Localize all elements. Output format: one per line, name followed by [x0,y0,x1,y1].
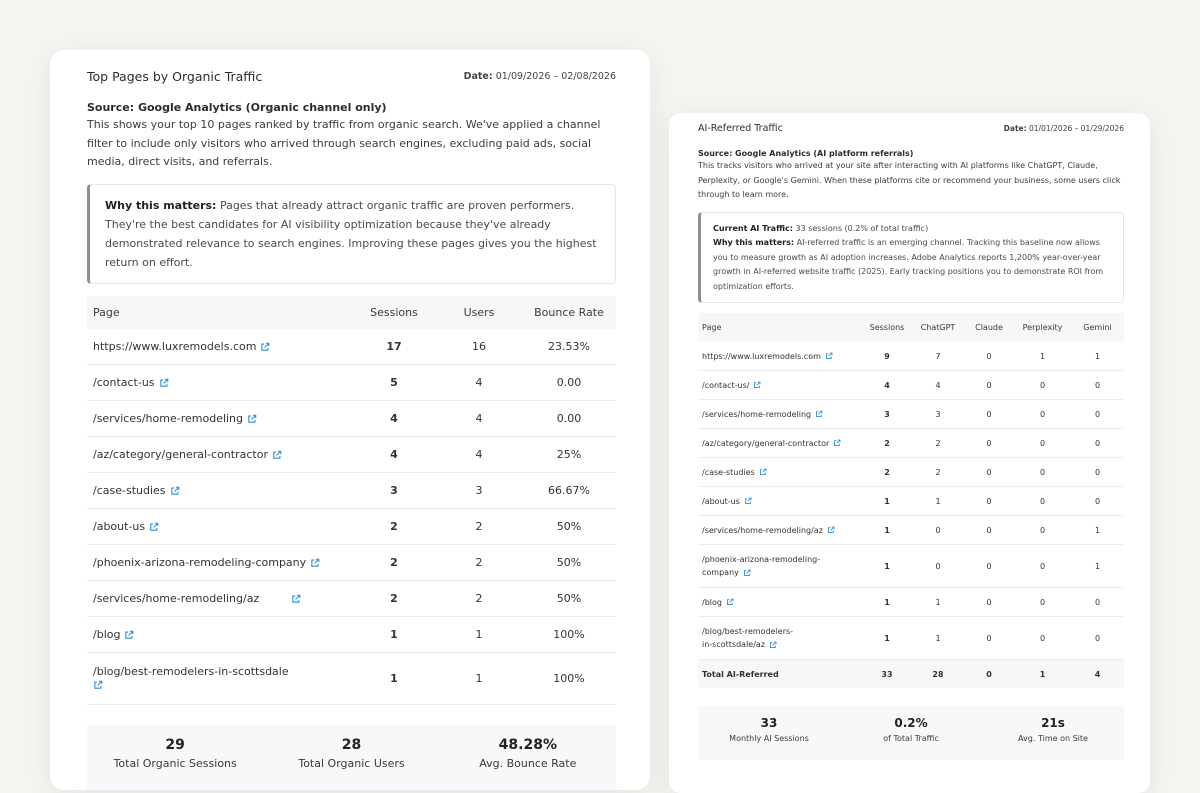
description: This tracks visitors who arrived at your site after interacting with AI platforms like ChatGPT, Claude, Perplexity, or Google's Gemini. When these platforms cite or recommend your business, some users click through to learn more. [698,161,1121,199]
sessions-cell: 1 [862,588,912,617]
total-gemini: 4 [1071,660,1124,689]
stat-label: Avg. Bounce Rate [479,756,577,770]
perplexity-cell: 0 [1014,617,1071,660]
page-link[interactable]: https://www.luxremodels.com [702,351,821,361]
page-link[interactable]: /blog [702,597,722,607]
why-matters-callout [698,212,1124,304]
summary-stat [87,737,263,789]
page-cell [87,616,352,652]
card-title: Top Pages by Organic Traffic [87,69,263,84]
sessions-cell: 2 [352,580,436,616]
card-header [87,69,616,84]
perplexity-cell: 0 [1014,516,1071,545]
page-link[interactable]: /services/home-remodeling [93,411,244,425]
perplexity-cell: 0 [1014,458,1071,487]
callout-text: Pages that already attract organic traffic are proven performers. They're the best candidates for AI visibility optimization because they've already demonstrated relevance to search engines. Improving these pages gives you the highest return on effort. [105,198,597,269]
chatgpt-cell: 4 [912,371,964,400]
page-link[interactable]: /blog [93,627,121,641]
external-link-icon[interactable] [149,522,159,532]
bounce-rate-cell: 66.67% [522,472,616,508]
claude-cell: 0 [964,487,1014,516]
table-row [698,400,1124,429]
page-link[interactable]: /blog/best-remodelers-in-scottsdale [93,665,289,678]
stat-label: of Total Traffic [883,734,939,743]
claude-cell: 0 [964,458,1014,487]
claude-cell: 0 [964,400,1014,429]
claude-cell: 0 [964,371,1014,400]
page-cell [87,580,352,616]
table-row [698,617,1124,660]
page-link[interactable]: https://www.luxremodels.com [93,339,257,353]
organic-summary [87,725,616,789]
column-header[interactable]: Sessions [862,313,912,342]
page-link[interactable]: /az/category/general-contractor [702,438,830,448]
bounce-rate-cell: 100% [522,616,616,652]
date-value: 01/09/2026 – 02/08/2026 [495,71,616,82]
page-cell [87,472,352,508]
chatgpt-cell: 1 [912,617,964,660]
table-row [87,400,616,436]
column-header[interactable]: Bounce Rate [522,296,616,329]
sessions-cell: 2 [352,508,436,544]
summary-stat [840,716,982,760]
stat-value: 0.2% [894,716,928,730]
page-link[interactable]: /phoenix-arizona-remodeling-company [93,555,307,569]
table-row [87,436,616,472]
table-row [698,458,1124,487]
table-row [698,516,1124,545]
column-header[interactable]: Page [698,313,862,342]
page-cell [698,400,862,429]
external-link-icon[interactable] [291,594,301,604]
external-link-icon[interactable] [759,468,767,476]
total-claude: 0 [964,660,1014,689]
users-cell: 4 [436,436,522,472]
page-cell [698,516,862,545]
table-row [87,616,616,652]
bounce-rate-cell: 0.00 [522,400,616,436]
summary-stat [440,737,616,789]
sessions-cell: 3 [352,472,436,508]
claude-cell: 0 [964,516,1014,545]
external-link-icon[interactable] [769,641,777,649]
sessions-cell: 1 [352,652,436,704]
gemini-cell: 0 [1071,487,1124,516]
page-link[interactable]: /blog/best-remodelers-in-scottsdale/az [702,627,794,649]
card-title: AI-Referred Traffic [698,123,783,134]
perplexity-cell: 0 [1014,545,1071,588]
gemini-cell: 0 [1071,429,1124,458]
users-cell: 2 [436,508,522,544]
external-link-icon[interactable] [159,378,169,388]
date-label: Date: [463,71,493,82]
sessions-cell: 1 [862,487,912,516]
external-link-icon[interactable] [815,410,823,418]
page-cell [698,588,862,617]
source-label: Source: Google Analytics (AI platform referrals) [698,149,914,158]
gemini-cell: 0 [1071,617,1124,660]
external-link-icon[interactable] [247,414,257,424]
perplexity-cell: 0 [1014,371,1071,400]
page-link[interactable]: /about-us [702,496,740,506]
total-sessions: 33 [862,660,912,689]
page-cell [87,364,352,400]
date-range [1004,124,1124,133]
callout-label: Why this matters: [713,238,795,247]
page-cell [698,342,862,371]
column-header[interactable]: Claude [964,313,1014,342]
claude-cell: 0 [964,342,1014,371]
sessions-cell: 5 [352,364,436,400]
perplexity-cell: 0 [1014,487,1071,516]
sessions-cell: 3 [862,400,912,429]
column-header[interactable]: Perplexity [1014,313,1071,342]
summary-stat [698,716,840,760]
chatgpt-cell: 2 [912,458,964,487]
page-link[interactable]: /about-us [93,519,146,533]
table-row [87,472,616,508]
table-row [698,342,1124,371]
summary-stat [263,737,439,789]
stat-value: 33 [760,716,778,730]
users-cell: 1 [436,616,522,652]
table-row [698,545,1124,588]
gemini-cell: 0 [1071,588,1124,617]
stat-value: 28 [341,736,362,753]
sessions-cell: 1 [862,617,912,660]
stat-value: 29 [165,736,185,753]
sessions-cell: 2 [352,544,436,580]
table-row [87,329,616,365]
gemini-cell: 1 [1071,342,1124,371]
external-link-icon[interactable] [170,486,180,496]
perplexity-cell: 1 [1014,342,1071,371]
sessions-cell: 4 [352,400,436,436]
table-row [87,580,616,616]
gemini-cell: 0 [1071,458,1124,487]
table-row [87,544,616,580]
page-link[interactable]: /case-studies [702,467,755,477]
bounce-rate-cell: 50% [522,544,616,580]
sessions-cell: 1 [862,516,912,545]
date-range [464,71,616,82]
total-chatgpt: 28 [912,660,964,689]
table-row [698,487,1124,516]
stat-value: 21s [1041,716,1065,730]
sessions-cell: 4 [352,436,436,472]
bounce-rate-cell: 23.53% [522,329,616,365]
current-label: Current AI Traffic: [713,223,793,233]
sessions-cell: 2 [862,429,912,458]
external-link-icon[interactable] [743,569,751,577]
users-cell: 3 [436,472,522,508]
column-header[interactable]: ChatGPT [912,313,964,342]
why-matters [713,236,1111,294]
external-link-icon[interactable] [753,381,761,389]
users-cell: 2 [436,544,522,580]
total-label: Total AI-Referred [698,660,862,689]
page-cell [698,617,862,660]
chatgpt-cell: 7 [912,342,964,371]
organic-traffic-card [50,50,650,790]
description: This shows your top 10 pages ranked by traffic from organic search. We've applied a channel filter to include only visitors who arrived through search engines, excluding paid ads, social media, direct visits, and referrals. [87,118,601,168]
perplexity-cell: 0 [1014,429,1071,458]
page-link[interactable]: /services/home-remodeling/az [93,591,260,605]
perplexity-cell: 0 [1014,588,1071,617]
page-cell [698,487,862,516]
ai-pages-table [698,313,1124,688]
table-header [698,313,1124,342]
column-header[interactable]: Sessions [352,296,436,329]
table-row [87,652,616,704]
table-row [87,508,616,544]
users-cell: 1 [436,652,522,704]
bounce-rate-cell: 50% [522,508,616,544]
claude-cell: 0 [964,429,1014,458]
table-row [87,364,616,400]
chatgpt-cell: 3 [912,400,964,429]
chatgpt-cell: 2 [912,429,964,458]
page-cell [87,544,352,580]
page-cell [698,458,862,487]
stat-value: 48.28% [498,736,557,753]
organic-pages-table [87,296,616,705]
claude-cell: 0 [964,588,1014,617]
sessions-cell: 1 [352,616,436,652]
gemini-cell: 1 [1071,545,1124,588]
stat-label: Total Organic Sessions [113,756,237,770]
column-header[interactable]: Gemini [1071,313,1124,342]
sessions-cell: 1 [862,545,912,588]
bounce-rate-cell: 25% [522,436,616,472]
page-link[interactable]: /contact-us [93,375,155,389]
sessions-cell: 2 [862,458,912,487]
sessions-cell: 9 [862,342,912,371]
external-link-icon[interactable] [260,342,270,352]
page-cell [87,652,352,704]
external-link-icon[interactable] [124,630,134,640]
card-header [698,123,1124,134]
page-cell [698,429,862,458]
users-cell: 2 [436,580,522,616]
chatgpt-cell: 1 [912,487,964,516]
gemini-cell: 1 [1071,516,1124,545]
gemini-cell: 0 [1071,371,1124,400]
page-cell [87,508,352,544]
callout-label: Why this matters: [105,198,217,212]
date-label: Date: [1003,124,1027,133]
table-row [698,588,1124,617]
external-link-icon[interactable] [726,598,734,606]
users-cell: 4 [436,364,522,400]
external-link-icon[interactable] [310,558,320,568]
current-text: 33 sessions (0.2% of total traffic) [795,223,929,233]
page-cell [87,436,352,472]
page-cell [698,371,862,400]
claude-cell: 0 [964,545,1014,588]
users-cell: 16 [436,329,522,365]
summary-stat [982,716,1124,760]
ai-referred-traffic-card [669,113,1150,793]
external-link-icon[interactable] [833,439,841,447]
external-link-icon[interactable] [825,352,833,360]
stat-label: Monthly AI Sessions [729,734,809,743]
ai-summary [698,706,1124,760]
external-link-icon[interactable] [272,450,282,460]
table-row [698,371,1124,400]
why-matters-callout [87,184,616,284]
table-row [698,429,1124,458]
external-link-icon[interactable] [827,526,835,534]
column-header[interactable]: Users [436,296,522,329]
external-link-icon[interactable] [93,680,103,690]
bounce-rate-cell: 50% [522,580,616,616]
chatgpt-cell: 0 [912,545,964,588]
page-link[interactable]: /phoenix-arizona-remodeling-company [702,555,821,577]
source-label: Source: Google Analytics (Organic channel only) [87,101,387,114]
page-link[interactable]: /contact-us/ [702,380,750,390]
bounce-rate-cell: 100% [522,652,616,704]
users-cell: 4 [436,400,522,436]
page-link[interactable]: /az/category/general-contractor [93,447,268,461]
total-row [698,660,1124,689]
column-header[interactable]: Page [87,296,352,329]
date-value: 01/01/2026 – 01/29/2026 [1029,124,1124,133]
perplexity-cell: 0 [1014,400,1071,429]
chatgpt-cell: 1 [912,588,964,617]
page-cell [87,400,352,436]
page-link[interactable]: /services/home-remodeling [702,409,812,419]
page-cell [87,329,352,365]
stat-label: Total Organic Users [298,756,405,770]
total-perplexity: 1 [1014,660,1071,689]
callout-text: AI-referred traffic is an emerging channel. Tracking this baseline now allows you to measure growth as AI adoption increases. Adobe Analytics reports 1,200% year-over-year growth in AI-referred website traffic (2025). Early tracking positions you to demonstrate ROI from optimization efforts. [713,238,1104,291]
page-cell [698,545,862,588]
external-link-icon[interactable] [744,497,752,505]
sessions-cell: 4 [862,371,912,400]
table-header [87,296,616,329]
page-link[interactable]: /services/home-remodeling/az [702,525,823,535]
current-ai-traffic [713,222,1111,237]
gemini-cell: 0 [1071,400,1124,429]
stat-label: Avg. Time on Site [1018,734,1088,743]
bounce-rate-cell: 0.00 [522,364,616,400]
chatgpt-cell: 0 [912,516,964,545]
page-link[interactable]: /case-studies [93,483,166,497]
claude-cell: 0 [964,617,1014,660]
sessions-cell: 17 [352,329,436,365]
